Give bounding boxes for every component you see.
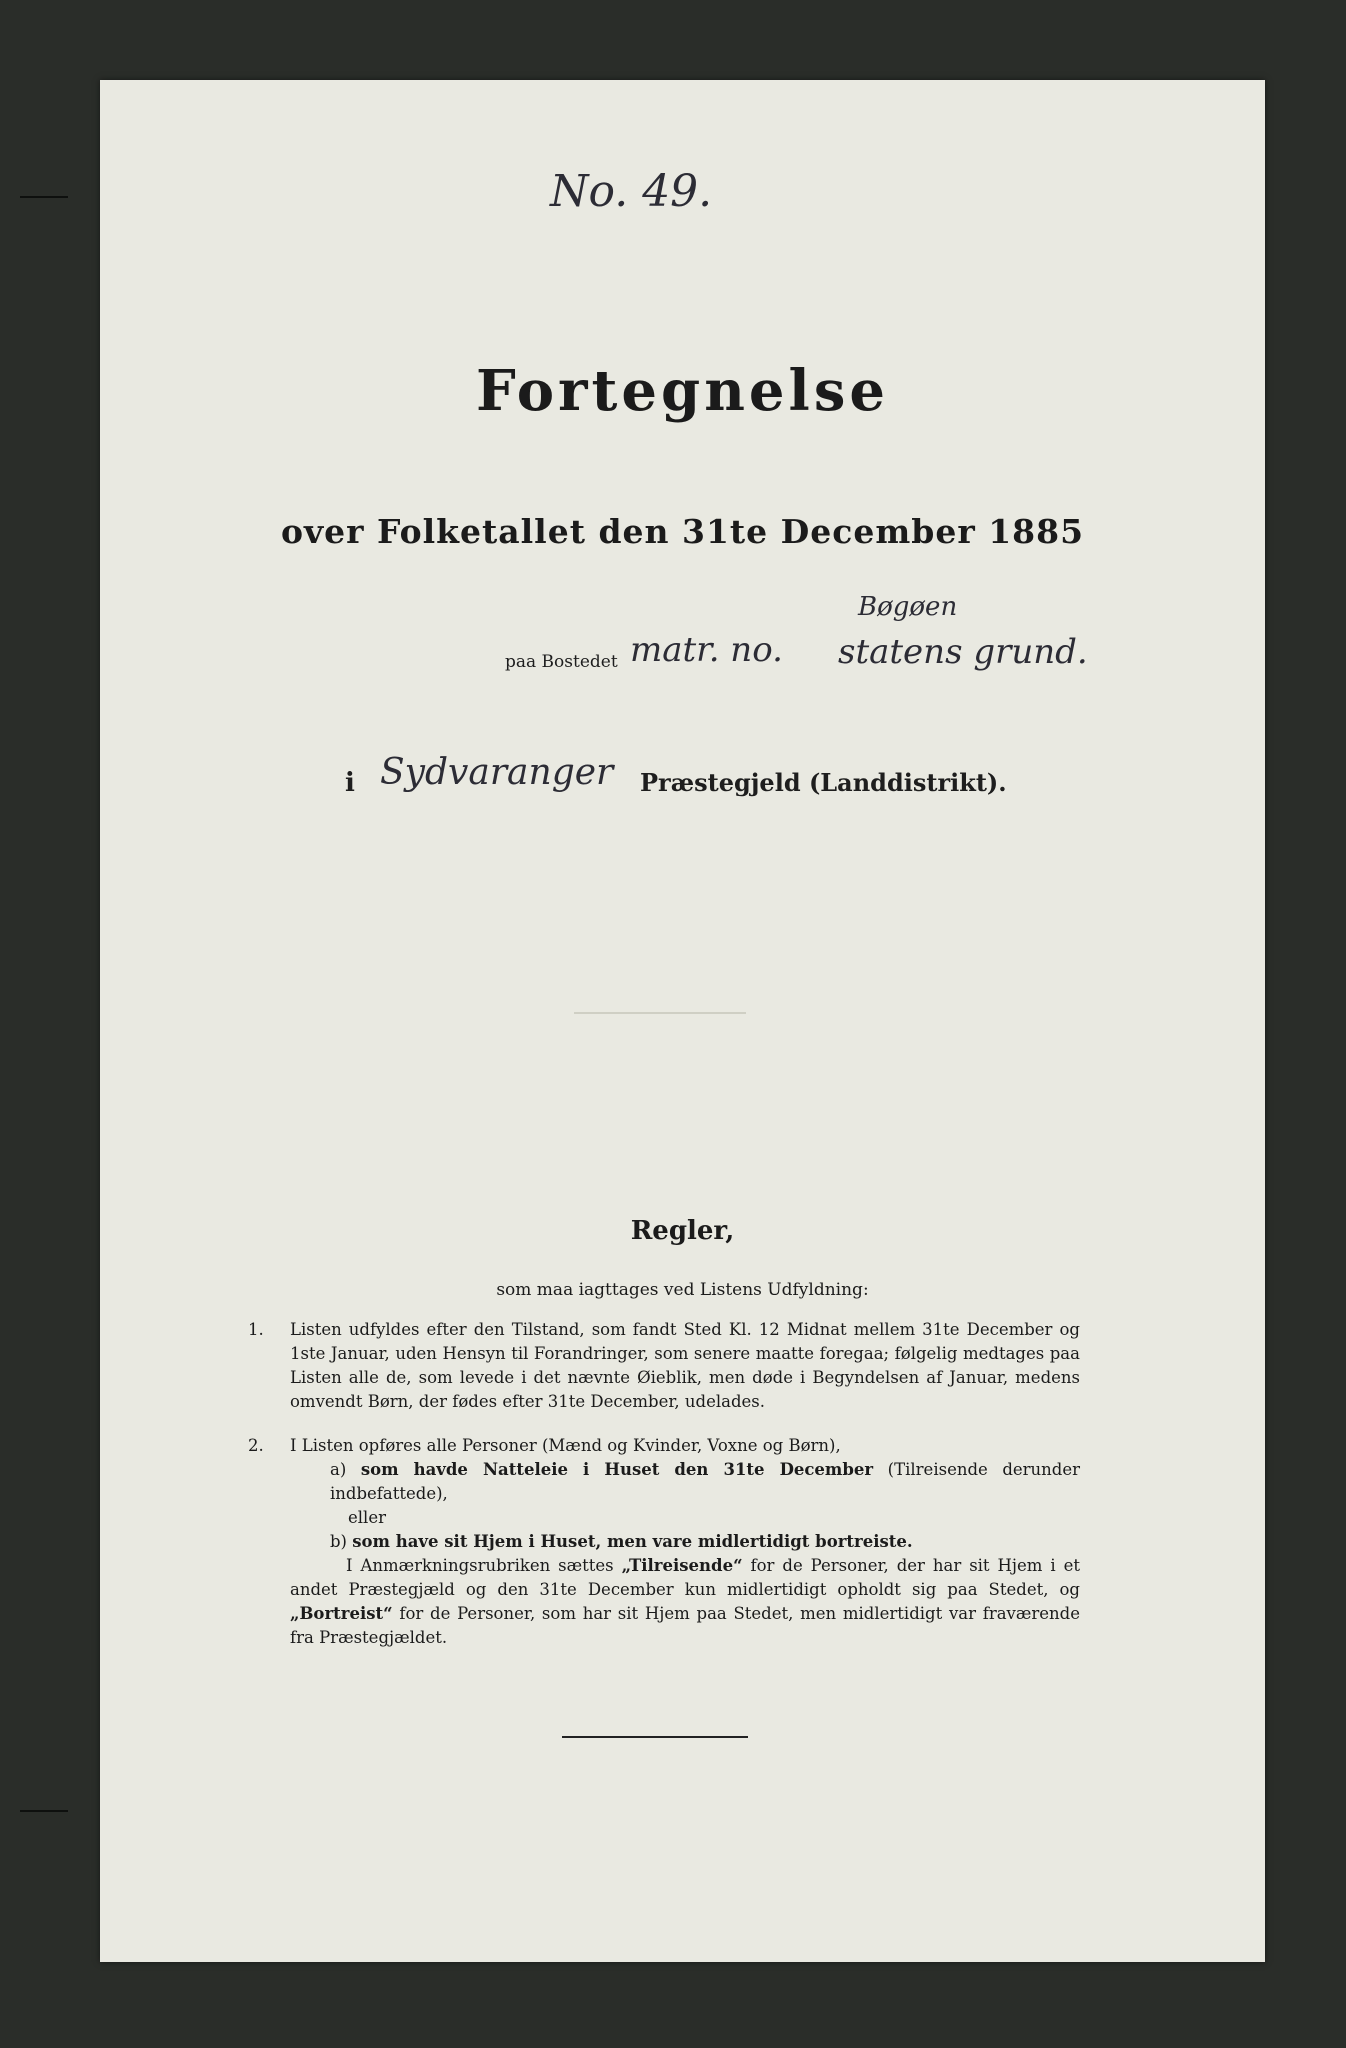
edge-mark-bottom	[20, 1810, 68, 1812]
form-number: No. 49.	[550, 166, 713, 217]
rule-2-note-part1: I Anmærkningsrubriken sættes	[346, 1556, 614, 1575]
rule-2b-label: b)	[330, 1532, 347, 1551]
residence-value-above: Bøgøen	[858, 592, 958, 622]
rule-2a-bold: som havde Natteleie i Huset den 31te December	[360, 1460, 874, 1479]
rule-2-note-quote1: „Tilreisende“	[621, 1556, 743, 1575]
census-form-page	[100, 80, 1265, 1962]
divider-bottom	[562, 1736, 748, 1738]
rule-2-number: 2.	[248, 1436, 264, 1455]
rule-1-text: Listen udfyldes efter den Tilstand, som fandt Sted Kl. 12 Midnat mellem 31te December og 1ste Januar, uden Hensyn til Forandringer, som senere maatte foregaa; følgelig medtages paa Listen alle de, som levede i det nævnte Øieblik, men døde i Begyndelsen af Januar, medens omvendt Børn, der fødes efter 31te December, udelades.	[290, 1320, 1080, 1411]
divider-thin	[574, 1012, 746, 1014]
rule-1-number: 1.	[248, 1320, 264, 1339]
parish-prefix: i	[345, 768, 355, 798]
rule-2a	[290, 1458, 1080, 1506]
residence-label: paa Bostedet	[505, 652, 618, 672]
parish-value: Sydvaranger	[380, 752, 614, 793]
rules-subtitle: som maa iagttages ved Listens Udfyldning:	[496, 1280, 869, 1300]
rule-2-note-part3: for de Personer, som har sit Hjem paa Stedet, men midlertidigt var fraværende fra Præstegjældet.	[290, 1604, 1080, 1647]
rule-2-note-part2: for de Personer, der har sit Hjem i et andet Præstegjæld og den 31te December kun midlertidigt opholdt sig paa Stedet, og	[290, 1556, 1080, 1599]
rules-title: Regler,	[630, 1216, 735, 1246]
rule-2-note-quote2: „Bortreist“	[290, 1604, 393, 1623]
rule-2a-label: a)	[330, 1460, 347, 1479]
rules-body	[248, 1318, 1081, 1666]
page-subtitle: over Folketallet den 31te December 1885	[280, 512, 1085, 551]
rule-2-note	[290, 1554, 1080, 1650]
residence-value-1: matr. no.	[630, 630, 783, 670]
page-title: Fortegnelse	[476, 358, 889, 424]
parish-suffix: Præstegjeld (Landdistrikt).	[640, 768, 1007, 797]
rule-2-or: eller	[348, 1508, 386, 1527]
rule-2b	[290, 1530, 1080, 1554]
edge-mark-top	[20, 196, 68, 198]
rule-2-text: I Listen opføres alle Personer (Mænd og Kvinder, Voxne og Børn),	[290, 1436, 841, 1455]
rule-2b-bold: som have sit Hjem i Huset, men vare midlertidigt bortreiste.	[352, 1532, 913, 1551]
rule-2	[248, 1434, 1081, 1650]
rule-1	[248, 1318, 1080, 1414]
residence-value-2: statens grund.	[838, 632, 1088, 672]
rule-2a-rest: (Tilreisende derunder indbefattede),	[330, 1460, 1081, 1503]
